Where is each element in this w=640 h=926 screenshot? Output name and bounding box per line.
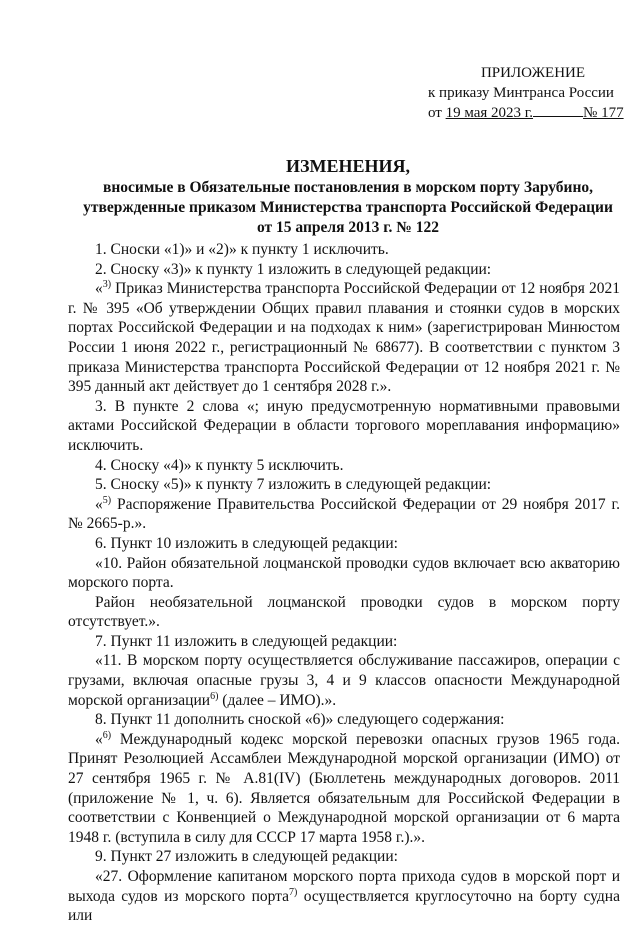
paragraph — [68, 534, 620, 554]
paragraph-text: «11. В морском порту осуществляется обслуживание пассажиров, операции с грузами, включая опасные грузы 3, 4 и 9 классов опасности Международной морской организации — [68, 652, 620, 709]
paragraph — [68, 279, 620, 397]
paragraph — [68, 710, 620, 730]
heading-title: ИЗМЕНЕНИЯ, — [285, 156, 410, 176]
paragraph-text: «10. Район обязательной лоцманской проводки судов включает всю акваторию морского порта. — [68, 554, 620, 592]
heading-subtitle-line-3: от 15 апреля 2013 г. № 122 — [257, 219, 439, 236]
document-body — [68, 240, 620, 926]
paragraph-text: 2. Сноску «3)» к пункту 1 изложить в следующей редакции: — [95, 260, 492, 278]
footnote-marker: 6) — [210, 690, 219, 702]
paragraph-text: «27. Оформление капитаном морского порта прихода судов в морской порт и выхода судов из морского порта — [68, 868, 620, 905]
footnote-marker: 6) — [102, 729, 112, 741]
paragraph-text-cont: (далее – ИМО).». — [218, 691, 337, 709]
paragraph-text: 1. Сноски «1)» и «2)» к пункту 1 исключить. — [95, 241, 389, 258]
appendix-header — [428, 64, 624, 124]
paragraph — [68, 397, 620, 456]
heading-subtitle-line-1: вносимые в Обязательные постановления в морском порту Зарубино, — [102, 179, 594, 196]
appendix-order-number: № 177 — [583, 105, 624, 121]
quote-open: « — [95, 495, 103, 513]
paragraph — [68, 632, 620, 652]
footnote-marker: 3) — [102, 279, 112, 291]
paragraph — [68, 730, 620, 848]
paragraph-text: 3. В пункте 2 слова «; иную предусмотренную нормативными правовыми актами Российской Федерации в области торгового мореплавания информацию» исключить. — [68, 397, 620, 454]
paragraph-text: Район необязательной лоцманской проводки судов в морском порту отсутствует.». — [68, 593, 620, 631]
paragraph-text: 5. Сноску «5)» к пункту 7 изложить в следующей редакции: — [95, 476, 492, 494]
appendix-from: от — [428, 105, 442, 121]
paragraph — [68, 495, 620, 534]
paragraph — [68, 867, 620, 926]
paragraph — [68, 260, 620, 280]
quote-open: « — [95, 730, 103, 748]
paragraph-text: Распоряжение Правительства Российской Федерации от 29 ноября 2017 г. № 2665-р.». — [68, 495, 620, 533]
footnote-marker: 7) — [289, 886, 298, 898]
appendix-order-ref: к приказу Минтранса России — [428, 84, 614, 101]
paragraph — [68, 847, 620, 867]
paragraph — [68, 240, 620, 260]
footnote-marker: 5) — [102, 494, 112, 506]
paragraph-text: Международный кодекс морской перевозки опасных грузов 1965 года. Принят Резолюцией Ассамблеи Международной морской организации (ИМО) от 27 сентября 1965 г. № А.81(IV) (Бюллетень международных договоров. 2011 (приложение № 1, ч. 6). Является обязательным для Российской Федерации в соответствии с Конвенцией о Международной морской организации от 6 марта 1948 г. (вступила в силу для СССР 17 марта 1958 г.).». — [68, 730, 620, 846]
appendix-order-date-line — [428, 103, 624, 124]
appendix-order-date: 19 мая 2023 г. — [445, 105, 534, 121]
paragraph-text: 7. Пункт 11 изложить в следующей редакции: — [95, 632, 398, 650]
appendix-blank-line — [533, 103, 583, 117]
paragraph-text: 8. Пункт 11 дополнить сноской «6)» следующего содержания: — [95, 711, 505, 729]
paragraph-text: 6. Пункт 10 изложить в следующей редакции: — [95, 534, 398, 552]
document-heading — [68, 154, 628, 238]
appendix-title: ПРИЛОЖЕНИЕ — [480, 65, 586, 81]
paragraph-text: Приказ Министерства транспорта Российской Федерации от 12 ноября 2021 г. № 395 «Об утверждении Общих правил плавания и стоянки судов в морских портах Российской Федерации и на подходах к ним» (зарегистрирован Минюстом России 1 июня 2022 г., регистрационный № 68677). В соответствии с пунктом 3 приказа Министерства транспорта Российской Федерации от 12 ноября 2021 г. № 395 данный акт действует до 1 сентября 2028 г.». — [68, 280, 620, 396]
paragraph — [68, 593, 620, 632]
paragraph — [68, 554, 620, 593]
paragraph-text-cont: осуществляется круглосуточно на борту судна или — [68, 887, 620, 925]
quote-open: « — [95, 280, 103, 298]
heading-subtitle-line-2: утвержденные приказом Министерства транспорта Российской Федерации — [83, 199, 613, 216]
paragraph — [68, 456, 620, 476]
paragraph-text: 4. Сноску «4)» к пункту 5 исключить. — [95, 456, 344, 474]
paragraph-text: 9. Пункт 27 изложить в следующей редакции: — [95, 848, 398, 866]
paragraph — [68, 475, 620, 495]
paragraph — [68, 651, 620, 710]
